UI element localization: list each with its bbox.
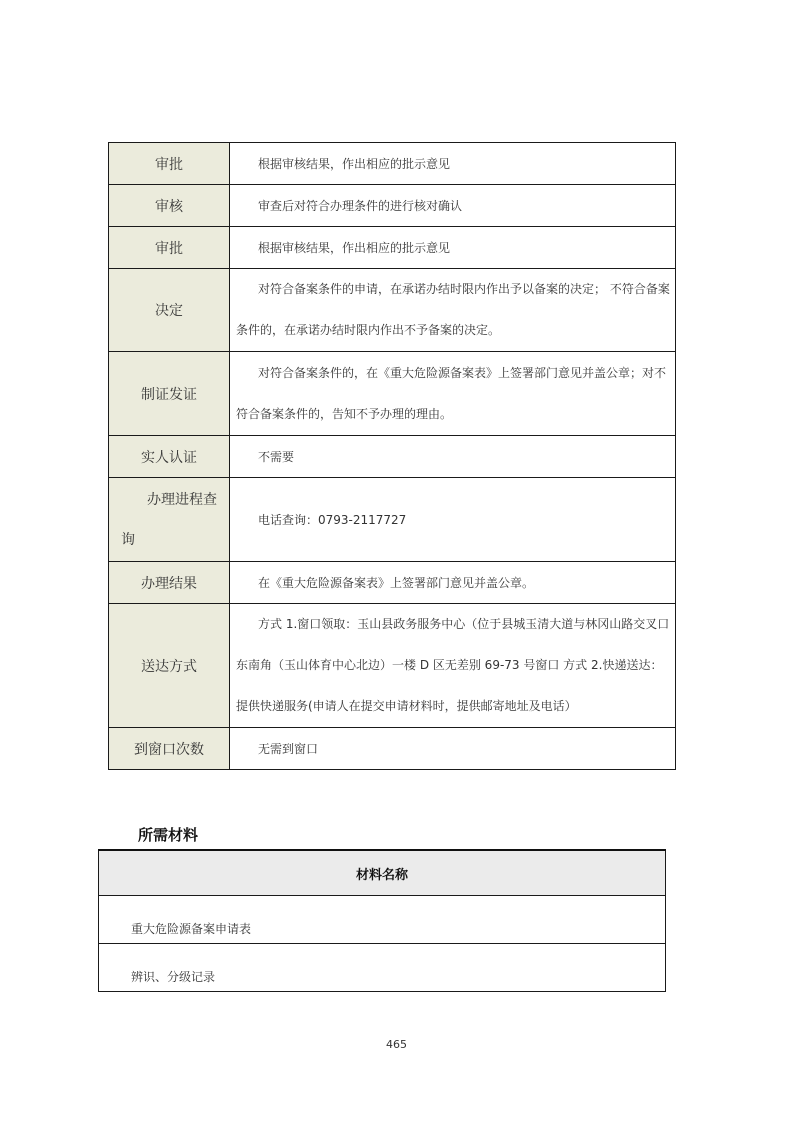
row-label: 送达方式	[109, 604, 230, 728]
materials-title: 所需材料	[138, 826, 199, 844]
row-value	[230, 478, 676, 562]
row-value-text: 条件的，在承诺办结时限内作出不予备案的决定。	[236, 323, 501, 337]
table-row	[109, 728, 676, 770]
row-label: 实人认证	[109, 436, 230, 478]
material-item: 重大危险源备案申请表	[99, 896, 666, 944]
row-value	[230, 143, 676, 185]
row-value-text: 根据审核结果，作出相应的批示意见	[258, 241, 451, 255]
row-value	[230, 604, 676, 728]
process-table	[108, 142, 676, 770]
row-value	[230, 352, 676, 436]
row-value-text: 在《重大危险源备案表》上签署部门意见并盖公章。	[258, 576, 535, 590]
materials-header: 材料名称	[99, 850, 666, 896]
table-row	[99, 944, 666, 992]
row-value	[230, 562, 676, 604]
row-value-text: 方式 1.窗口领取：玉山县政务服务中心（位于县城玉清大道与林冈山路交叉口	[258, 617, 670, 631]
material-item: 辨识、分级记录	[99, 944, 666, 992]
row-value	[230, 436, 676, 478]
page-number: 465	[386, 1038, 407, 1051]
row-value-text: 对符合备案条件的申请，在承诺办结时限内作出予以备案的决定； 不符合备案	[258, 282, 670, 296]
table-row	[109, 562, 676, 604]
row-label: 到窗口次数	[109, 728, 230, 770]
row-label: 审批	[109, 143, 230, 185]
row-value-text: 电话查询：0793-2117727	[258, 513, 407, 527]
row-value-text: 不需要	[258, 450, 295, 464]
row-value	[230, 185, 676, 227]
row-label: 审核	[109, 185, 230, 227]
row-label: 制证发证	[109, 352, 230, 436]
table-row	[109, 227, 676, 269]
row-value-text: 审查后对符合办理条件的进行核对确认	[258, 199, 463, 213]
row-label	[109, 478, 230, 562]
table-header-row	[99, 850, 666, 896]
table-row	[109, 269, 676, 352]
row-value	[230, 728, 676, 770]
materials-table	[98, 849, 666, 992]
table-row	[109, 143, 676, 185]
row-value	[230, 227, 676, 269]
row-value-text: 符合备案条件的，告知不予办理的理由。	[236, 406, 453, 421]
row-label: 办理结果	[109, 562, 230, 604]
row-value-text: 提供快递服务(申请人在提交申请材料时，提供邮寄地址及电话）	[236, 699, 577, 713]
row-value-text: 对符合备案条件的，在《重大危险源备案表》上签署部门意见并盖公章；对不	[258, 365, 667, 380]
row-label: 决定	[109, 269, 230, 352]
row-value-text: 根据审核结果，作出相应的批示意见	[258, 157, 451, 171]
table-row	[109, 352, 676, 436]
table-row	[99, 896, 666, 944]
table-row	[109, 604, 676, 728]
row-value-text: 东南角（玉山体育中心北边）一楼 D 区无差别 69-73 号窗口 方式 2.快递送达：	[236, 658, 663, 672]
row-value-text: 无需到窗口	[258, 742, 319, 756]
row-label-line: 询	[121, 531, 135, 548]
row-value	[230, 269, 676, 352]
table-row	[109, 478, 676, 562]
row-label-line: 办理进程查	[147, 491, 217, 508]
table-row	[109, 436, 676, 478]
row-label: 审批	[109, 227, 230, 269]
table-row	[109, 185, 676, 227]
